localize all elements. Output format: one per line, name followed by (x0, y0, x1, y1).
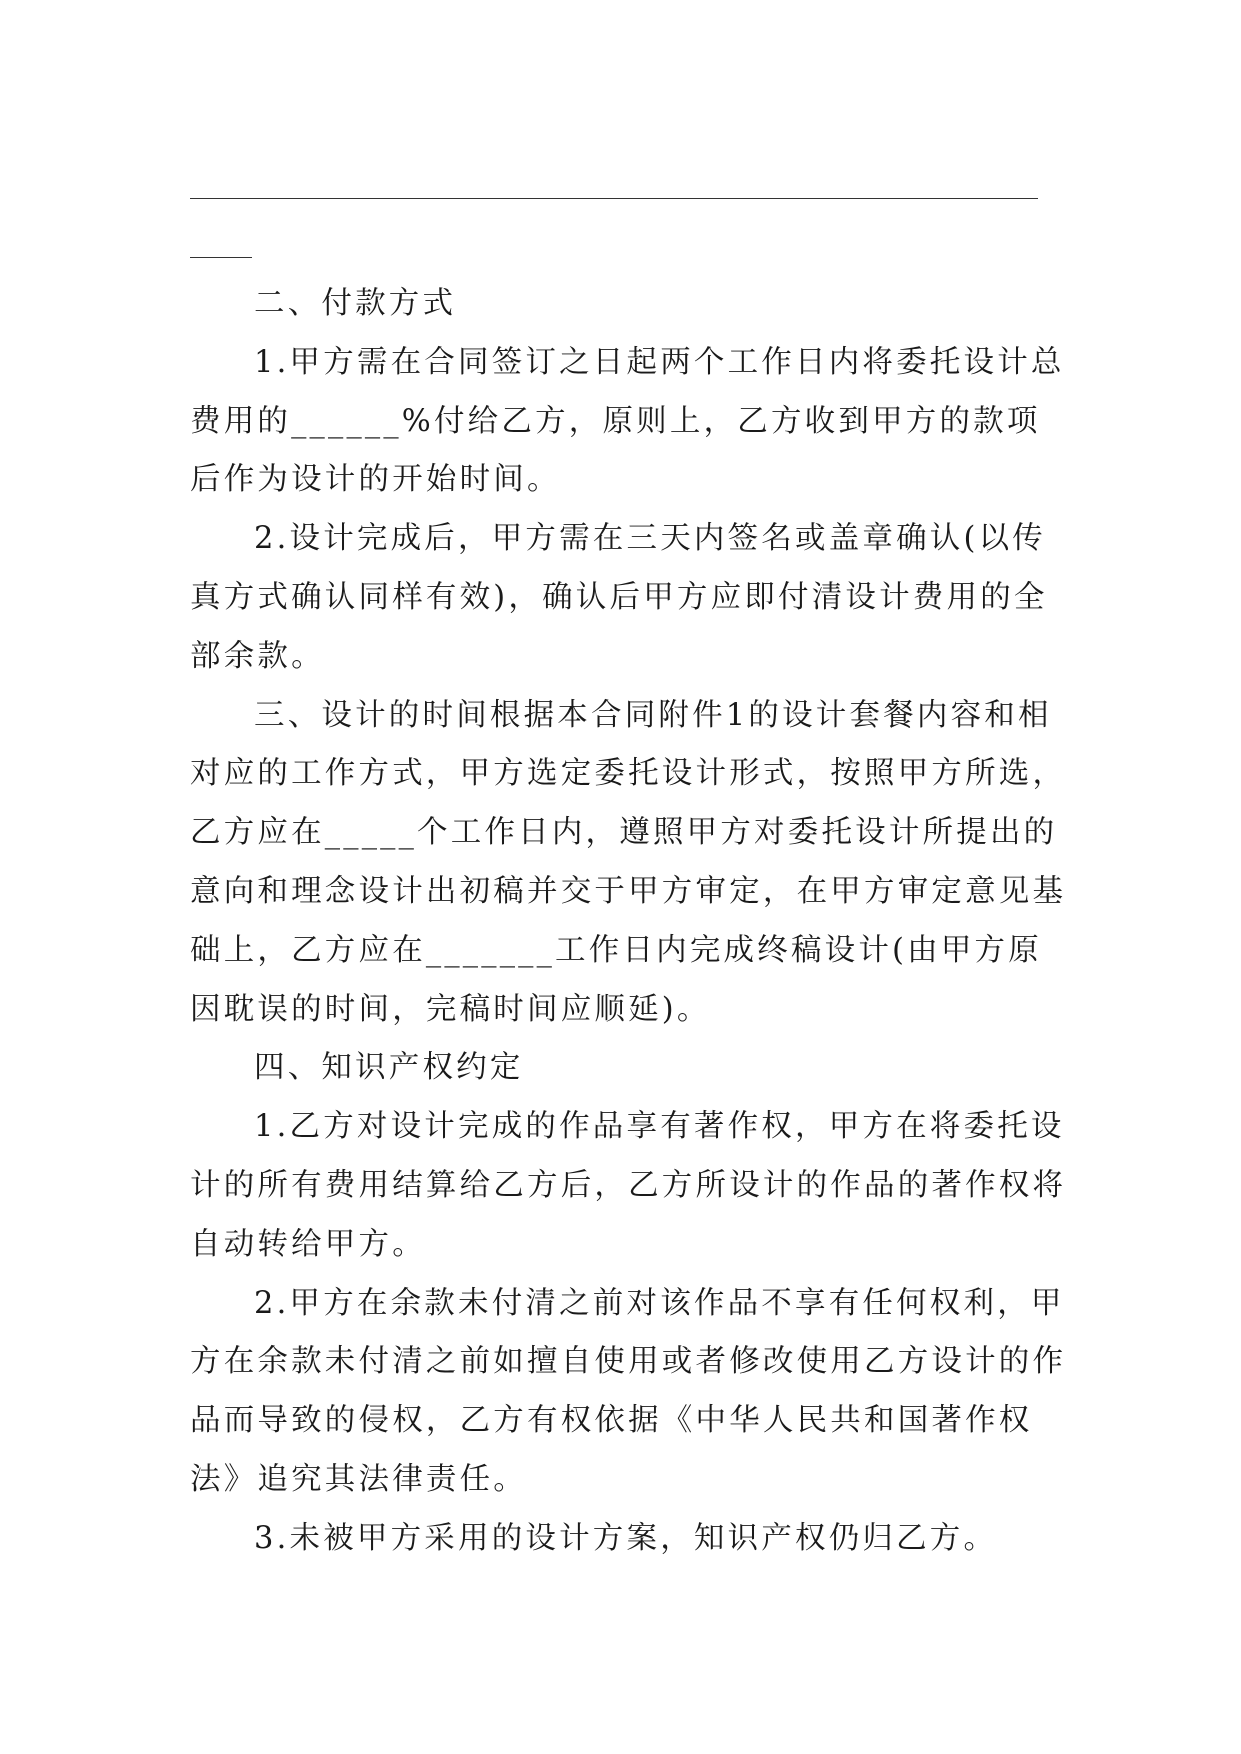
paragraph-ip-2: 2.甲方在余款未付清之前对该作品不享有任何权利，甲方在余款未付清之前如擅自使用或者修改使用乙方设计的作品而导致的侵权，乙方有权依据《中华人民共和国著作权法》追究其法律责任。 (190, 1285, 1067, 1497)
paragraph-ip-1: 1.乙方对设计完成的作品享有著作权，甲方在将委托设计的所有费用结算给乙方后，乙方所设计的作品的著作权将自动转给甲方。 (190, 1109, 1067, 1262)
paragraph-payment-2: 2.设计完成后，甲方需在三天内签名或盖章确认(以传真方式确认同样有效)，确认后甲方应即付清设计费用的全部余款。 (190, 521, 1048, 674)
section-heading-ip: 四、知识产权约定 (254, 1050, 524, 1086)
paragraph-design-time: 三、设计的时间根据本合同附件1的设计套餐内容和相对应的工作方式，甲方选定委托设计形式，按照甲方所选，乙方应在_____个工作日内，遵照甲方对委托设计所提出的意向和理念设计出初稿并交于甲方审定，在甲方审定意见基础上，乙方应在_______工作日内完成终稿设计(由甲方原因耽误的时间，完稿时间应顺延)。 (190, 697, 1067, 1027)
section-heading-payment: 二、付款方式 (254, 286, 457, 321)
document-body (190, 275, 1070, 1569)
paragraph-ip-3: 3.未被甲方采用的设计方案，知识产权仍归乙方。 (254, 1520, 998, 1556)
paragraph-payment-1: 1.甲方需在合同签订之日起两个工作日内将委托设计总费用的______%付给乙方，原则上，乙方收到甲方的款项后作为设计的开始时间。 (190, 344, 1065, 498)
fill-in-line-short (190, 257, 252, 258)
fill-in-line-long (190, 198, 1038, 199)
